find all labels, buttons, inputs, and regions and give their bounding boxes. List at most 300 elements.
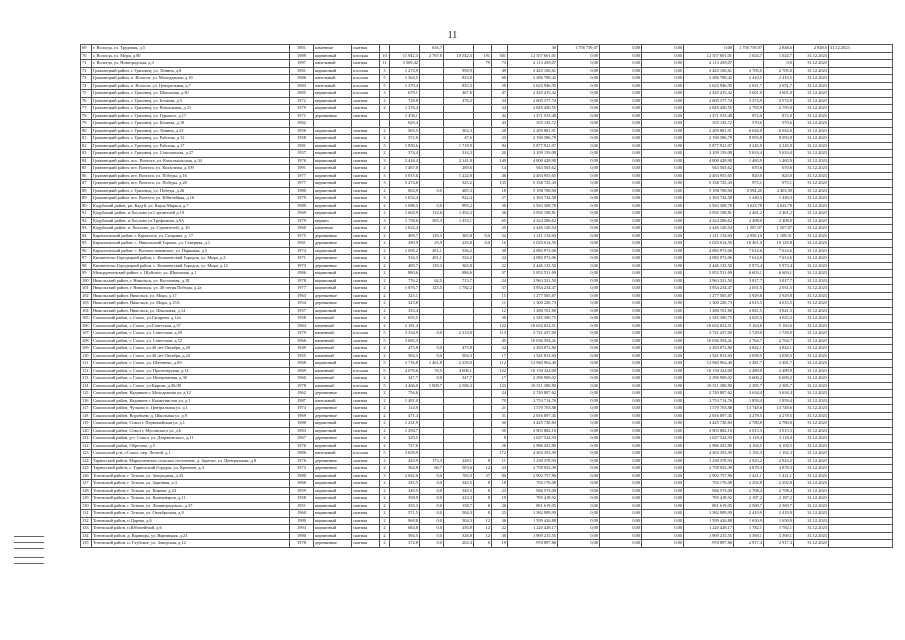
cell-residents: 112 bbox=[492, 360, 508, 368]
cell-row-number: 109 bbox=[81, 345, 92, 353]
cell-note bbox=[829, 195, 893, 203]
cell-roof-type: скатная bbox=[352, 157, 380, 165]
cell-apartments: 8 bbox=[474, 495, 492, 503]
cell-total-cost: 2 109 159,08 bbox=[508, 150, 558, 158]
cell-roof-type: скатная bbox=[352, 112, 380, 120]
table-row bbox=[81, 360, 893, 368]
cell-total-area: 374,4 bbox=[390, 150, 420, 158]
cell-residents: 60 bbox=[492, 75, 508, 83]
cell-total-cost: 2 963 331,50 bbox=[508, 277, 558, 285]
cell-floors: 2 bbox=[380, 97, 390, 105]
cell-residents: 34 bbox=[492, 97, 508, 105]
cell-row-number: 95 bbox=[81, 240, 92, 248]
cell-row-number: 73 bbox=[81, 75, 92, 83]
cell-address: Тотемский район, г. Тотьма, ул. Октябрьская, д.9 bbox=[92, 510, 290, 518]
cell-total-area: 1 088,3 bbox=[390, 202, 420, 210]
cell-deadline: 31.12.2023 bbox=[794, 405, 829, 413]
table-row bbox=[81, 532, 893, 540]
cell-fund-c: 0,00 bbox=[642, 420, 684, 428]
cell-residential-area bbox=[444, 337, 474, 345]
cell-fund-a: 0,00 bbox=[558, 450, 600, 458]
cell-total-cost: 2 545 390,75 bbox=[508, 315, 558, 323]
cell-note bbox=[829, 472, 893, 480]
cell-year-built: 1960 bbox=[290, 225, 314, 233]
cell-total-area: 1 758,6 bbox=[390, 217, 420, 225]
cell-roof-type: скатная bbox=[352, 465, 380, 473]
cell-unit-cost: 3 245,9 bbox=[734, 142, 764, 150]
cell-deadline: 31.12.2023 bbox=[794, 82, 829, 90]
cell-roof-type: скатная bbox=[352, 442, 380, 450]
cell-total-cost: 5 852 531,69 bbox=[508, 270, 558, 278]
cell-note bbox=[829, 285, 893, 293]
cell-floors: 3 bbox=[380, 180, 390, 188]
cell-max-unit-cost: 4 104,5 bbox=[764, 442, 794, 450]
cell-nonresidential-area: 70,5 bbox=[420, 367, 444, 375]
cell-residents: 21 bbox=[492, 405, 508, 413]
cell-year-built: 1980 bbox=[290, 187, 314, 195]
cell-total-cost: 3 443 160,61 bbox=[508, 67, 558, 75]
cell-row-number: 122 bbox=[81, 442, 92, 450]
cell-address: Тарногский район, с. Тарногский Городок, ул. Кремлев, д.4 bbox=[92, 465, 290, 473]
cell-residents: 80 bbox=[492, 472, 508, 480]
cell-owners-funds: 5 338 725,43 bbox=[684, 180, 734, 188]
cell-row-number: 134 bbox=[81, 532, 92, 540]
cell-wall-material: кирпичный bbox=[314, 360, 352, 368]
cell-fund-b: 0,00 bbox=[600, 457, 642, 465]
cell-row-number: 129 bbox=[81, 495, 92, 503]
cell-fund-a: 0,00 bbox=[558, 337, 600, 345]
cell-unit-cost: 3 118,4 bbox=[734, 435, 764, 443]
cell-apartments bbox=[474, 420, 492, 428]
cell-apartments bbox=[474, 382, 492, 390]
cell-apartments bbox=[474, 300, 492, 308]
cell-fund-a: 0,00 bbox=[558, 502, 600, 510]
table-row bbox=[81, 397, 893, 405]
cell-unit-cost: 2 410,5 bbox=[734, 75, 764, 83]
cell-owners-funds: 943 503,62 bbox=[684, 165, 734, 173]
cell-fund-b: 0,00 bbox=[600, 300, 642, 308]
cell-nonresidential-area: 201,1 bbox=[420, 255, 444, 263]
cell-residents: 46 bbox=[492, 172, 508, 180]
cell-owners-funds: 1 382 909,99 bbox=[684, 510, 734, 518]
cell-floors: 2 bbox=[380, 225, 390, 233]
cell-fund-b: 0,00 bbox=[600, 322, 642, 330]
cell-nonresidential-area: 0,0 bbox=[420, 375, 444, 383]
cell-wall-material: каменный bbox=[314, 382, 352, 390]
cell-fund-c: 0,00 bbox=[642, 97, 684, 105]
cell-note bbox=[829, 405, 893, 413]
cell-deadline: 31.12.2023 bbox=[794, 105, 829, 113]
cell-fund-a: 0,00 bbox=[558, 322, 600, 330]
cell-residents: 11 bbox=[492, 300, 508, 308]
cell-address: Сокольский район, г. Сокол, ул. Советская, д.52 bbox=[92, 337, 290, 345]
cell-fund-a: 0,00 bbox=[558, 247, 600, 255]
cell-residential-area: 476,3 bbox=[444, 97, 474, 105]
cell-total-cost: 3 286 700,42 bbox=[508, 75, 558, 83]
cell-roof-type: скатная bbox=[352, 510, 380, 518]
table-row bbox=[81, 420, 893, 428]
cell-wall-material: каменный bbox=[314, 337, 352, 345]
cell-wall-material: кирпичный bbox=[314, 277, 352, 285]
cell-row-number: 115 bbox=[81, 390, 92, 398]
cell-total-area: 1 370,4 bbox=[390, 82, 420, 90]
cell-roof-type: скатная bbox=[352, 277, 380, 285]
cell-total-area: 3 334,9 bbox=[390, 330, 420, 338]
cell-unit-cost: 2 569,7 bbox=[734, 502, 764, 510]
cell-floors: 2 bbox=[380, 202, 390, 210]
cell-address: Грязовецкий район, г. Грязовец, ул. Беляева, д.18 bbox=[92, 120, 290, 128]
cell-residents: 19 bbox=[492, 495, 508, 503]
cell-fund-a: 0,00 bbox=[558, 330, 600, 338]
cell-floors bbox=[380, 120, 390, 128]
cell-residential-area: 504,3 bbox=[444, 510, 474, 518]
cell-wall-material: кирпичный bbox=[314, 510, 352, 518]
cell-fund-a: 0,00 bbox=[558, 495, 600, 503]
cell-max-unit-cost: 4 842,1 bbox=[764, 345, 794, 353]
cell-fund-b: 0,00 bbox=[600, 420, 642, 428]
cell-total-cost: 1 599 426,88 bbox=[508, 517, 558, 525]
cell-deadline: 31.12.2023 bbox=[794, 210, 829, 218]
cell-roof-type: скатная bbox=[352, 97, 380, 105]
cell-deadline: 31.12.2023 bbox=[794, 195, 829, 203]
left-edge-mark bbox=[14, 563, 44, 564]
cell-note bbox=[829, 450, 893, 458]
cell-address: Сокольский район, г. Сокол, ул. Советская, д.49 bbox=[92, 330, 290, 338]
table-row bbox=[81, 465, 893, 473]
cell-max-unit-cost: 4 878,3 bbox=[764, 465, 794, 473]
cell-fund-c: 0,00 bbox=[642, 382, 684, 390]
cell-residential-area: 504,3 bbox=[444, 517, 474, 525]
cell-address: Тотемский район, г. Тотьма, ул. Кирова, д.23 bbox=[92, 487, 290, 495]
cell-total-area: 3 683,3 bbox=[390, 337, 420, 345]
cell-owners-funds: 3 025 614,50 bbox=[684, 240, 734, 248]
cell-total-cost: 3 950 198,81 bbox=[508, 210, 558, 218]
cell-row-number: 118 bbox=[81, 412, 92, 420]
cell-total-cost: 2 605 377,74 bbox=[508, 97, 558, 105]
cell-residents: 17 bbox=[492, 352, 508, 360]
cell-floors: 2 bbox=[380, 480, 390, 488]
cell-nonresidential-area: 201,1 bbox=[420, 247, 444, 255]
cell-wall-material: кирпичный bbox=[314, 187, 352, 195]
cell-floors: 2 bbox=[380, 427, 390, 435]
cell-owners-funds: 785 418,92 bbox=[684, 495, 734, 503]
cell-deadline: 31.12.2023 bbox=[794, 435, 829, 443]
table-row bbox=[81, 457, 893, 465]
cell-residential-area: 302,3 bbox=[444, 127, 474, 135]
cell-residents: 22 bbox=[492, 262, 508, 270]
cell-address: г. Вологда, ул. Новгородская, д.3 bbox=[92, 60, 290, 68]
cell-floors bbox=[380, 45, 390, 53]
cell-note bbox=[829, 517, 893, 525]
cell-total-cost: 1 541 812,60 bbox=[508, 352, 558, 360]
cell-fund-a: 0,00 bbox=[558, 540, 600, 548]
cell-owners-funds: 1 220 428,17 bbox=[684, 525, 734, 533]
cell-residential-area: 958,9 bbox=[444, 67, 474, 75]
cell-nonresidential-area bbox=[420, 435, 444, 443]
cell-unit-cost: 4 278,5 bbox=[734, 412, 764, 420]
cell-deadline: 31.12.2023 bbox=[794, 217, 829, 225]
cell-fund-a: 0,00 bbox=[558, 195, 600, 203]
cell-address: Кирилловский район, с. Никольский Торжок, ул. Северная, д.1 bbox=[92, 240, 290, 248]
cell-residents: 301 bbox=[492, 52, 508, 60]
cell-note bbox=[829, 367, 893, 375]
cell-fund-b: 0,00 bbox=[600, 232, 642, 240]
cell-roof-type: скатная bbox=[352, 165, 380, 173]
cell-total-cost: 3 721 437,00 bbox=[508, 330, 558, 338]
cell-fund-b: 0,00 bbox=[600, 202, 642, 210]
cell-fund-a: 0,00 bbox=[558, 97, 600, 105]
cell-residents: 140 bbox=[492, 157, 508, 165]
cell-fund-b: 0,00 bbox=[600, 127, 642, 135]
table-row bbox=[81, 480, 893, 488]
cell-owners-funds: 10 150 324,00 bbox=[684, 367, 734, 375]
page-number: 11 bbox=[447, 30, 458, 41]
table-row bbox=[81, 180, 893, 188]
cell-unit-cost: 3 623,78 bbox=[734, 202, 764, 210]
cell-note bbox=[829, 375, 893, 383]
cell-row-number: 103 bbox=[81, 300, 92, 308]
cell-residential-area bbox=[444, 45, 474, 53]
cell-year-built: 1980 bbox=[290, 532, 314, 540]
cell-max-unit-cost: 2 419,9 bbox=[764, 510, 794, 518]
cell-fund-a: 0,00 bbox=[558, 442, 600, 450]
cell-fund-c: 0,00 bbox=[642, 375, 684, 383]
cell-residents: 30 bbox=[492, 315, 508, 323]
cell-apartments bbox=[474, 172, 492, 180]
table-row bbox=[81, 195, 893, 203]
cell-fund-b: 0,00 bbox=[600, 487, 642, 495]
cell-owners-funds: 1 579 703,88 bbox=[684, 405, 734, 413]
cell-year-built: 1956 bbox=[290, 127, 314, 135]
cell-fund-a: 0,00 bbox=[558, 457, 600, 465]
cell-note bbox=[829, 360, 893, 368]
cell-max-unit-cost: 2 651,7 bbox=[764, 82, 794, 90]
cell-address: Грязовецкий район, пгт. Вохтога, ул. Победы, д.16 bbox=[92, 172, 290, 180]
cell-owners-funds: 1 277 565,87 bbox=[684, 292, 734, 300]
cell-floors: 2 bbox=[380, 127, 390, 135]
cell-roof-type: скатная bbox=[352, 300, 380, 308]
cell-note bbox=[829, 480, 893, 488]
cell-wall-material: деревянные bbox=[314, 240, 352, 248]
cell-unit-cost: 1 756 739,07 bbox=[734, 45, 764, 53]
cell-total-area: 880,6 bbox=[390, 270, 420, 278]
cell-residents: 43 bbox=[492, 120, 508, 128]
cell-row-number: 126 bbox=[81, 472, 92, 480]
cell-owners-funds: 1 027 524,93 bbox=[684, 435, 734, 443]
cell-nonresidential-area bbox=[420, 307, 444, 315]
cell-fund-b: 0,00 bbox=[600, 375, 642, 383]
cell-nonresidential-area: 0,0 bbox=[420, 352, 444, 360]
cell-nonresidential-area: 0,0 bbox=[420, 495, 444, 503]
cell-nonresidential-area bbox=[420, 195, 444, 203]
cell-apartments bbox=[474, 187, 492, 195]
cell-unit-cost: 5 973,4 bbox=[734, 262, 764, 270]
cell-floors: 2 bbox=[380, 405, 390, 413]
cell-floors: 5 bbox=[380, 450, 390, 458]
cell-floors: 3 bbox=[380, 472, 390, 480]
cell-roof-type: скатная bbox=[352, 517, 380, 525]
cell-max-unit-cost: 2 780,8 bbox=[764, 420, 794, 428]
cell-residential-area: 1 782,2 bbox=[444, 285, 474, 293]
cell-note bbox=[829, 412, 893, 420]
cell-residential-area: 1 492,2 bbox=[444, 210, 474, 218]
cell-residents: 12 bbox=[492, 307, 508, 315]
cell-address: Сокольский район, г. Сокол, ул. Шатенево, д.69 bbox=[92, 360, 290, 368]
cell-fund-c: 0,00 bbox=[642, 435, 684, 443]
cell-deadline: 31.12.2023 bbox=[794, 487, 829, 495]
cell-total-area: 2 181,4 bbox=[390, 322, 420, 330]
cell-unit-cost: 2 051,5 bbox=[734, 285, 764, 293]
cell-floors: 2 bbox=[380, 240, 390, 248]
cell-total-area: 409,7 bbox=[390, 232, 420, 240]
cell-nonresidential-area: 0,0 bbox=[420, 472, 444, 480]
cell-fund-b: 0,00 bbox=[600, 502, 642, 510]
cell-nonresidential-area: 616,7 bbox=[420, 45, 444, 53]
cell-total-cost: 1 300 226,73 bbox=[508, 300, 558, 308]
cell-residential-area bbox=[444, 60, 474, 68]
cell-wall-material: кирпичный bbox=[314, 495, 352, 503]
cell-residents: 22 bbox=[492, 232, 508, 240]
cell-note bbox=[829, 270, 893, 278]
cell-year-built: 1980 bbox=[290, 517, 314, 525]
cell-total-cost: 2 749 807,62 bbox=[508, 390, 558, 398]
cell-owners-funds: 10 511 390,80 bbox=[684, 382, 734, 390]
cell-address: г. Вологда, ул. Мира, д.80 bbox=[92, 52, 290, 60]
cell-roof-type: скатная bbox=[352, 292, 380, 300]
cell-year-built: 1954 bbox=[290, 300, 314, 308]
cell-fund-a: 0,00 bbox=[558, 420, 600, 428]
cell-residential-area bbox=[444, 292, 474, 300]
cell-fund-a: 0,00 bbox=[558, 412, 600, 420]
cell-wall-material: кирпичный bbox=[314, 135, 352, 143]
cell-residents: 59 bbox=[492, 82, 508, 90]
cell-residential-area bbox=[444, 412, 474, 420]
cell-year-built: 1978 bbox=[290, 277, 314, 285]
cell-address: Грязовецкий район, г. Грязовец, ул. Рабочая, д.17 bbox=[92, 142, 290, 150]
cell-address: Кадуйский район, п.Хохлово ул.Строителей д.10 bbox=[92, 210, 290, 218]
cell-floors: 5 bbox=[380, 382, 390, 390]
cell-total-area: 1 272,9 bbox=[390, 67, 420, 75]
cell-fund-b: 0,00 bbox=[600, 120, 642, 128]
cell-year-built: 1988 bbox=[290, 420, 314, 428]
table-row bbox=[81, 75, 893, 83]
cell-owners-funds: 946 573,09 bbox=[684, 487, 734, 495]
cell-row-number: 89 bbox=[81, 195, 92, 203]
cell-deadline: 31.12.2023 bbox=[794, 255, 829, 263]
cell-unit-cost: 3 841,5 bbox=[734, 307, 764, 315]
cell-owners-funds: 1 211 134,60 bbox=[684, 232, 734, 240]
cell-fund-b: 0,00 bbox=[600, 450, 642, 458]
cell-unit-cost: 2 708,4 bbox=[734, 487, 764, 495]
cell-max-unit-cost: 2 917,4 bbox=[764, 540, 794, 548]
cell-wall-material: панельный bbox=[314, 75, 352, 83]
cell-deadline: 31.12.2023 bbox=[794, 330, 829, 338]
cell-address: Грязовецкий район, г. Грязовец, ул. Вокзальная, д.21 bbox=[92, 105, 290, 113]
cell-fund-a: 0,00 bbox=[558, 532, 600, 540]
cell-unit-cost: 2 292,8 bbox=[734, 480, 764, 488]
cell-year-built: 1960 bbox=[290, 510, 314, 518]
cell-total-area: 1 624,4 bbox=[390, 225, 420, 233]
cell-row-number: 81 bbox=[81, 135, 92, 143]
cell-deadline: 31.12.2023 bbox=[794, 337, 829, 345]
cell-note bbox=[829, 225, 893, 233]
cell-total-cost: 2 902 757,86 bbox=[508, 472, 558, 480]
cell-apartments bbox=[474, 202, 492, 210]
cell-total-cost: 2 445 415,42 bbox=[508, 90, 558, 98]
cell-total-cost: 2 394 742,58 bbox=[508, 195, 558, 203]
cell-unit-cost: 3 817,7 bbox=[734, 277, 764, 285]
cell-total-area: 572,6 bbox=[390, 135, 420, 143]
cell-apartments bbox=[474, 360, 492, 368]
cell-year-built: 1978 bbox=[290, 540, 314, 548]
table-row bbox=[81, 510, 893, 518]
cell-apartments bbox=[474, 255, 492, 263]
cell-deadline: 31.12.2023 bbox=[794, 300, 829, 308]
cell-owners-funds: 1 541 812,60 bbox=[684, 352, 734, 360]
cell-fund-a: 0,00 bbox=[558, 285, 600, 293]
cell-fund-c: 0,00 bbox=[642, 457, 684, 465]
cell-unit-cost: 975,1 bbox=[734, 180, 764, 188]
cell-total-area: 475,8 bbox=[390, 345, 420, 353]
cell-max-unit-cost: 670,6 bbox=[764, 165, 794, 173]
cell-total-area: 333,4 bbox=[390, 307, 420, 315]
cell-total-area: 325,1 bbox=[390, 292, 420, 300]
cell-fund-c: 0,00 bbox=[642, 510, 684, 518]
cell-unit-cost: 1 650,9 bbox=[734, 517, 764, 525]
cell-unit-cost: 2 956,10 bbox=[734, 232, 764, 240]
cell-apartments bbox=[474, 210, 492, 218]
cell-note bbox=[829, 540, 893, 548]
cell-roof-type: скатная bbox=[352, 495, 380, 503]
cell-year-built: 1958 bbox=[290, 495, 314, 503]
cell-fund-a: 0,00 bbox=[558, 82, 600, 90]
cell-deadline: 31.12.2023 bbox=[794, 367, 829, 375]
cell-year-built: 1962 bbox=[290, 120, 314, 128]
cell-total-cost: 3 425 730,83 bbox=[508, 420, 558, 428]
cell-residents: 30 bbox=[492, 532, 508, 540]
cell-note bbox=[829, 112, 893, 120]
cell-max-unit-cost: 3 817,7 bbox=[764, 277, 794, 285]
cell-apartments bbox=[474, 195, 492, 203]
cell-floors: 5 bbox=[380, 360, 390, 368]
cell-fund-a: 0,00 bbox=[558, 225, 600, 233]
cell-owners-funds: 5 877 921,07 bbox=[684, 142, 734, 150]
cell-total-area: 629,4 bbox=[390, 120, 420, 128]
cell-total-area: 3 015,6 bbox=[390, 172, 420, 180]
cell-max-unit-cost: 3 574,9 bbox=[764, 97, 794, 105]
cell-max-unit-cost: 5 633,4 bbox=[764, 150, 794, 158]
cell-nonresidential-area bbox=[420, 300, 444, 308]
cell-floors: 11 bbox=[380, 60, 390, 68]
cell-total-cost: 2 758 053,39 bbox=[508, 465, 558, 473]
cell-unit-cost: 3 015,3 bbox=[734, 427, 764, 435]
cell-address: Сокольский район, г. Сокол, ул.Гагарина, д.12а bbox=[92, 315, 290, 323]
cell-floors: 2 bbox=[380, 165, 390, 173]
cell-residents: 36 bbox=[492, 517, 508, 525]
cell-year-built: 1987 bbox=[290, 397, 314, 405]
cell-roof-type: скатная bbox=[352, 232, 380, 240]
cell-max-unit-cost: 2 923,2 bbox=[764, 457, 794, 465]
cell-deadline: 31.12.2023 bbox=[794, 180, 829, 188]
cell-residents: 23 bbox=[492, 465, 508, 473]
cell-floors: 3 bbox=[380, 172, 390, 180]
cell-fund-a: 0,00 bbox=[558, 300, 600, 308]
cell-owners-funds: 2 484 955,65 bbox=[684, 172, 734, 180]
cell-fund-b: 0,00 bbox=[600, 247, 642, 255]
cell-deadline: 31.12.2023 bbox=[794, 427, 829, 435]
cell-residential-area bbox=[444, 450, 474, 458]
cell-wall-material: деревянные bbox=[314, 390, 352, 398]
